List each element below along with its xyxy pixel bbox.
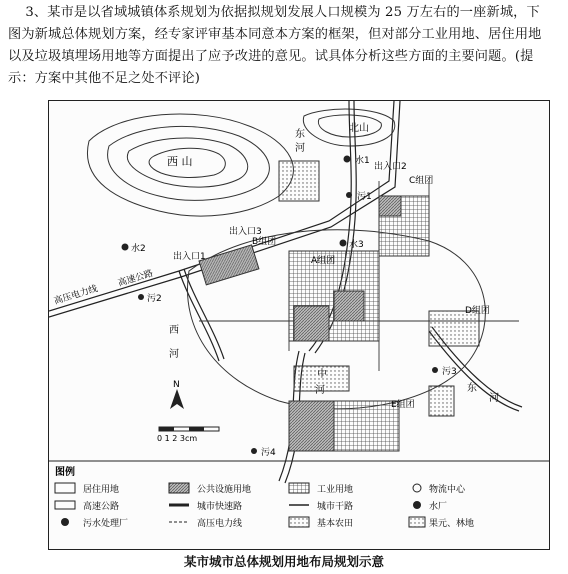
sewage-2-label: 污2 xyxy=(147,294,162,304)
legend xyxy=(49,461,549,529)
group-b-label: B组团 xyxy=(252,237,277,247)
west-mountain-label: 西 山 xyxy=(167,155,193,168)
highway-label-2: 高速公路 xyxy=(116,268,155,289)
group-a-public-block-2 xyxy=(334,291,364,321)
legend-orchard: 果元、林地 xyxy=(429,519,475,529)
question-line-3: 以及垃圾填埋场用地等方面提出了应予改进的意见。试具体分析这些方面的主要问题。(提 xyxy=(8,49,534,64)
sewage-4-label: 污4 xyxy=(261,448,276,458)
group-d-block xyxy=(429,311,479,346)
sewage-3-label: 污3 xyxy=(442,367,457,377)
question-line-1: 3、某市是以省域城镇体系规划为依据拟规划发展人口规模为 25 万左右的一座新城，下 xyxy=(25,5,540,20)
scale-label: 0 1 2 3cm xyxy=(157,434,198,443)
north-arrow xyxy=(170,380,184,409)
legend-farmland: 基本农田 xyxy=(317,519,354,529)
entrance-3-label: 出入口3 xyxy=(229,227,262,237)
sewage-1-label: 污1 xyxy=(357,192,372,202)
legend-highway-swatch xyxy=(55,501,75,509)
legend-residential: 居住用地 xyxy=(83,485,120,495)
legend-orchard-swatch xyxy=(409,517,425,527)
question-text xyxy=(8,2,560,90)
legend-industrial-swatch xyxy=(289,483,309,493)
east-river-label-1: 东 xyxy=(295,129,305,140)
highway-label-1: 高压电力线 xyxy=(52,284,99,307)
north-industrial-block xyxy=(279,161,319,201)
group-d-label: D组团 xyxy=(465,306,490,316)
planning-map xyxy=(48,100,550,550)
legend-sewage-icon xyxy=(61,518,69,526)
north-mountain-label: 北山 xyxy=(349,123,369,134)
waterworks-3-label: 水3 xyxy=(349,240,364,250)
legend-logistics: 物流中心 xyxy=(429,485,466,495)
question-line-4: 示：方案中其他不足之处不评论) xyxy=(8,71,201,86)
legend-public: 公共设施用地 xyxy=(197,485,252,495)
map-svg xyxy=(49,101,549,549)
legend-highway: 高速公路 xyxy=(83,502,120,512)
legend-farmland-swatch xyxy=(289,517,309,527)
map-caption: 某市城市总体规划用地布局规划示意 xyxy=(183,554,384,569)
east-river-lower-label-2: 河 xyxy=(489,393,499,404)
group-b-block xyxy=(199,245,259,285)
legend-sewage: 污水处理厂 xyxy=(83,519,129,529)
group-c-public xyxy=(379,196,401,216)
legend-waterworks: 水厂 xyxy=(429,502,448,512)
legend-residential-swatch xyxy=(55,483,75,493)
legend-waterworks-icon xyxy=(413,501,421,509)
group-c-label: C组团 xyxy=(409,176,434,186)
entrance-1-label: 出入口1 xyxy=(173,252,206,262)
north-label: N xyxy=(173,380,180,390)
scale-bar xyxy=(157,427,219,443)
legend-expressway: 城市快速路 xyxy=(197,502,243,512)
legend-power-line: 高压电力线 xyxy=(197,519,243,529)
legend-arterial: 城市干路 xyxy=(317,502,354,512)
group-e-public xyxy=(289,401,334,451)
entrance-2-label: 出入口2 xyxy=(374,162,407,172)
legend-logistics-icon xyxy=(413,484,421,492)
group-a-label: A组团 xyxy=(311,256,336,266)
east-river-lower-label-1: 东 xyxy=(467,383,477,394)
legend-industrial: 工业用地 xyxy=(317,485,354,495)
legend-public-swatch xyxy=(169,483,189,493)
group-e-green xyxy=(429,386,454,416)
central-farmland xyxy=(294,366,349,391)
waterworks-2-label: 水2 xyxy=(131,244,146,254)
waterworks-1-label: 水1 xyxy=(355,156,370,166)
east-river-label-2: 河 xyxy=(295,143,305,154)
west-river-label-1: 西 xyxy=(169,325,179,336)
group-a-public-block-1 xyxy=(294,306,329,341)
legend-title: 图例 xyxy=(55,467,75,478)
west-river-label-2: 河 xyxy=(169,349,179,360)
question-line-2: 图为新城总体规划方案，经专家评审基本同意本方案的框架，但对部分工业用地、居住用地 xyxy=(8,27,542,42)
group-e-label: E组团 xyxy=(391,400,415,410)
